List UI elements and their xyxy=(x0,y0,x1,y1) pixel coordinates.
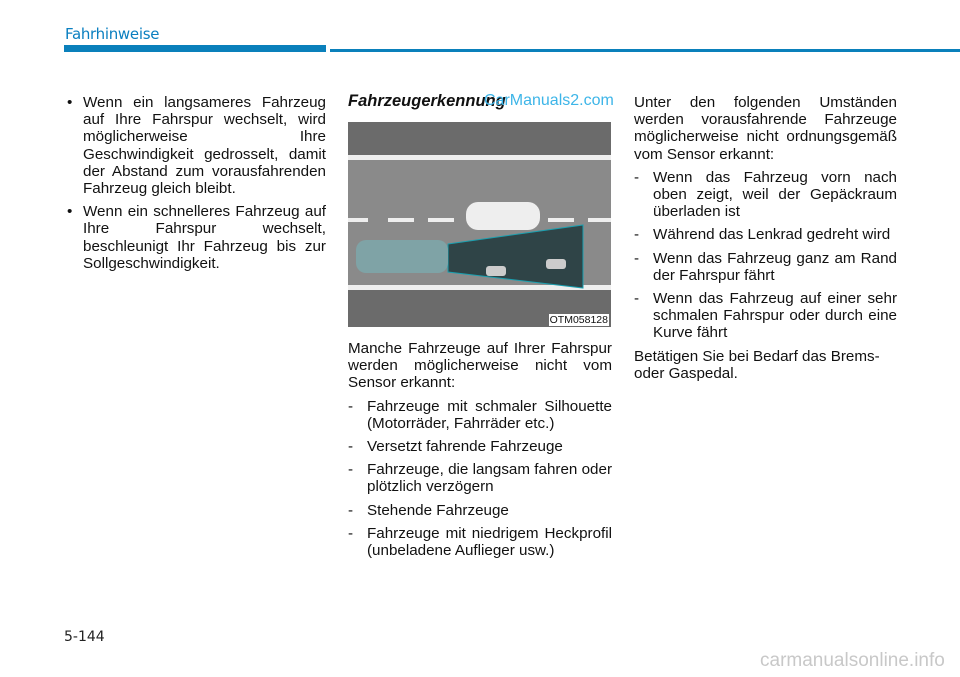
bullet-item: • Wenn ein langsameres Fahrzeug auf Ihre Fahrspur wechselt, wird möglicherweise Ihre Geschwindigkeit gedrosselt, damit der Abstand zum vorausfahrenden Fahrzeug gleich bleibt. xyxy=(67,94,326,198)
list-item: - Wenn das Fahrzeug vorn nach oben zeigt, weil der Gepäckraum überladen ist xyxy=(634,168,897,221)
list-item: - Wenn das Fahrzeug ganz am Rand der Fahrspur fährt xyxy=(634,249,897,284)
left-column xyxy=(64,94,326,278)
item-text: Während das Lenkrad gedreht wird xyxy=(653,226,891,244)
sensor-illustration xyxy=(348,122,611,327)
item-text: Wenn das Fahrzeug ganz am Rand der Fahrspur fährt xyxy=(653,249,897,284)
sensor-beam xyxy=(448,225,583,288)
paragraph: Unter den folgenden Umständen werden vorausfahrende Fahrzeuge möglicherweise nicht ordnungsgemäß vom Sensor erkannt: xyxy=(634,94,897,163)
middle-column xyxy=(348,340,612,565)
watermark: CarManuals2.com xyxy=(484,92,614,109)
item-text: Wenn das Fahrzeug auf einer sehr schmalen Fahrspur oder durch eine Kurve fährt xyxy=(653,290,897,342)
header-bar-thin xyxy=(330,49,960,52)
item-text: Fahrzeuge mit schmaler Silhouette (Motorräder, Fahrräder etc.) xyxy=(367,397,612,432)
item-text: Fahrzeuge, die langsam fahren oder plötzlich verzögern xyxy=(367,461,612,496)
motorcycle-icon xyxy=(546,259,566,269)
list-item: - Fahrzeuge mit niedrigem Heckprofil (unbeladene Auflieger usw.) xyxy=(348,524,612,560)
item-text: Versetzt fahrende Fahrzeuge xyxy=(367,438,563,456)
bullet-text: Wenn ein langsameres Fahrzeug auf Ihre Fahrspur wechselt, wird möglicherweise Ihre Geschwindigkeit gedrosselt, damit der Abstand zum vorausfahrenden Fahrzeug gleich bleibt. xyxy=(83,94,326,198)
motorcycle-icon xyxy=(486,266,506,276)
header-bar-thick xyxy=(64,45,326,52)
page-number: 5-144 xyxy=(64,629,105,645)
footer-watermark: carmanualsonline.info xyxy=(760,650,945,671)
illustration-svg xyxy=(348,122,611,327)
list-item: - Während das Lenkrad gedreht wird xyxy=(634,226,891,244)
paragraph: Betätigen Sie bei Bedarf das Brems- oder Gaspedal. xyxy=(634,347,880,382)
section-header: Fahrhinweise xyxy=(65,25,160,43)
list-item: - Versetzt fahrende Fahrzeuge xyxy=(348,438,563,456)
list-item: - Stehende Fahrzeuge xyxy=(348,501,509,519)
item-text: Wenn das Fahrzeug vorn nach oben zeigt, weil der Gepäckraum überladen ist xyxy=(653,168,897,221)
list-item: - Wenn das Fahrzeug auf einer sehr schmalen Fahrspur oder durch eine Kurve fährt xyxy=(634,290,897,342)
item-text: Stehende Fahrzeuge xyxy=(367,501,509,519)
list-item: - Fahrzeuge, die langsam fahren oder plötzlich verzögern xyxy=(348,461,612,496)
section-title: Fahrzeugerkennung xyxy=(348,92,506,110)
figure-code: OTM058128 xyxy=(549,314,608,326)
list-item: - Fahrzeuge mit schmaler Silhouette (Motorräder, Fahrräder etc.) xyxy=(348,397,612,432)
white-car-icon xyxy=(466,202,540,230)
bullet-text: Wenn ein schnelleres Fahrzeug auf Ihre Fahrspur wechselt, beschleunigt Ihr Fahrzeug bis zur Sollgeschwindigkeit. xyxy=(83,203,326,272)
item-text: Fahrzeuge mit niedrigem Heckprofil (unbeladene Auflieger usw.) xyxy=(367,524,612,560)
paragraph: Manche Fahrzeuge auf Ihrer Fahrspur werden möglicherweise nicht vom Sensor erkannt: xyxy=(348,340,612,392)
bullet-item: • Wenn ein schnelleres Fahrzeug auf Ihre Fahrspur wechselt, beschleunigt Ihr Fahrzeug bis zur Sollgeschwindigkeit. xyxy=(67,203,326,272)
own-car-icon xyxy=(356,240,448,273)
right-column xyxy=(634,94,897,388)
